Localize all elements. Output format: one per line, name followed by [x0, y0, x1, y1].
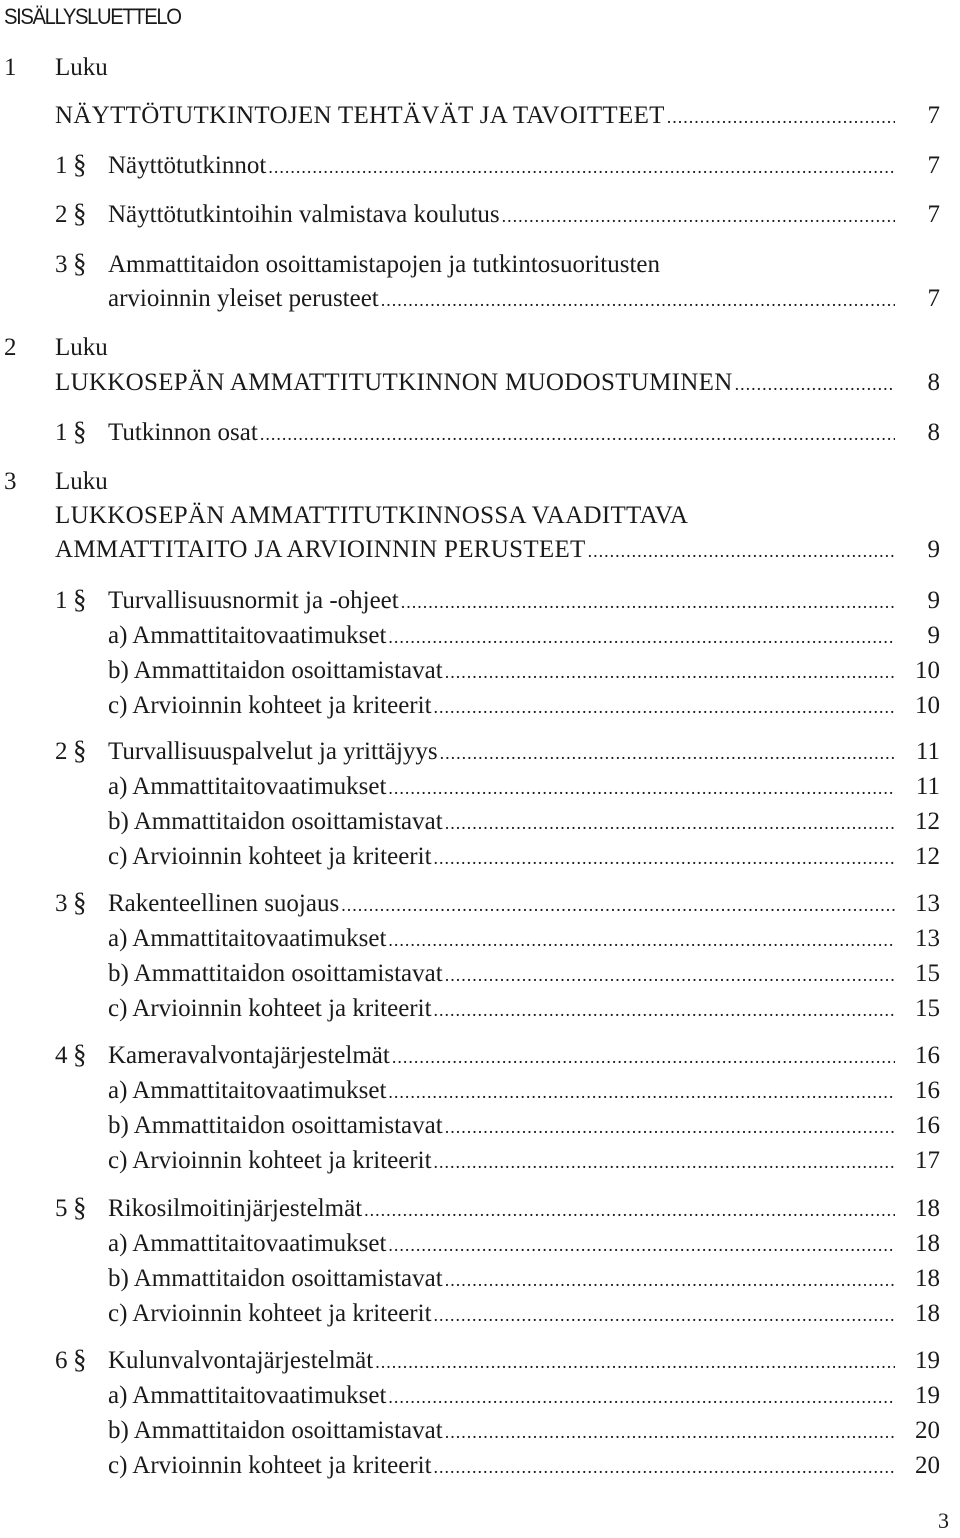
section-entry-text: Kameravalvontajärjestelmät [108, 1042, 390, 1069]
section-entry-page: 9 [927, 587, 940, 614]
chapter-title-page: 9 [927, 536, 940, 563]
section-symbol: § [73, 1192, 87, 1222]
section-number: 2 [55, 201, 68, 228]
section-entry [108, 1041, 895, 1072]
section-entry-text: Näyttötutkinnot [108, 152, 267, 179]
subsection-entry-text: b) Ammattitaidon osoittamistavat [108, 1265, 443, 1292]
leader-dots [381, 285, 895, 315]
section-entry [108, 889, 895, 920]
leader-dots [388, 1382, 895, 1412]
section-number: 4 [55, 1042, 68, 1069]
leader-dots [388, 925, 895, 955]
leader-dots [445, 960, 895, 990]
section-symbol: § [73, 416, 87, 446]
section-entry-text: Tutkinnon osat [108, 419, 258, 446]
subsection-entry-page: 17 [915, 1147, 940, 1174]
section-entry-page: 7 [927, 201, 940, 228]
section-number: 3 [55, 890, 68, 917]
subsection-entry [108, 1146, 895, 1177]
section-symbol: § [73, 1344, 87, 1374]
subsection-entry [108, 842, 895, 873]
subsection-entry-page: 11 [915, 773, 940, 800]
toc-title: SISÄLLYSLUETTELO [4, 4, 181, 29]
section-entry-text: Näyttötutkintoihin valmistava koulutus [108, 201, 500, 228]
section-entry-text: Rikosilmoitinjärjestelmät [108, 1195, 363, 1222]
section-entry [108, 284, 895, 315]
leader-dots [445, 1112, 895, 1142]
subsection-entry-text: b) Ammattitaidon osoittamistavat [108, 808, 443, 835]
section-entry-text: Kulunvalvontajärjestelmät [108, 1347, 374, 1374]
section-entry-text: arvioinnin yleiset perusteet [108, 285, 379, 312]
subsection-entry [108, 1299, 895, 1330]
subsection-entry [108, 1229, 895, 1260]
leader-dots [434, 692, 895, 722]
section-number: 3 [55, 251, 68, 278]
subsection-entry-text: a) Ammattitaitovaatimukset [108, 925, 387, 952]
leader-dots [440, 738, 895, 768]
section-entry-page: 16 [915, 1042, 940, 1069]
section-entry-page: 19 [915, 1347, 940, 1374]
section-entry-page: 18 [915, 1195, 940, 1222]
section-number: 1 [55, 419, 68, 446]
leader-dots [341, 890, 895, 920]
leader-dots [268, 152, 895, 182]
subsection-entry-text: a) Ammattitaitovaatimukset [108, 1077, 387, 1104]
section-entry [108, 151, 895, 182]
leader-dots [445, 1265, 895, 1295]
chapter-title [55, 101, 895, 132]
subsection-entry-page: 16 [915, 1077, 940, 1104]
chapter-title [55, 368, 895, 399]
subsection-entry-page: 20 [915, 1452, 940, 1479]
leader-dots [445, 808, 895, 838]
section-symbol: § [73, 735, 87, 765]
leader-dots [434, 843, 895, 873]
section-entry-page: 11 [915, 738, 940, 765]
section-title-line: Ammattitaidon osoittamistapojen ja tutkintosuoritusten [108, 251, 661, 278]
subsection-entry-text: b) Ammattitaidon osoittamistavat [108, 1112, 443, 1139]
section-entry [108, 200, 895, 231]
subsection-entry-page: 18 [915, 1230, 940, 1257]
chapter-number: 3 [4, 468, 17, 495]
section-number: 6 [55, 1347, 68, 1374]
subsection-entry-text: c) Arvioinnin kohteet ja kriteerit [108, 1452, 432, 1479]
section-entry-text: Rakenteellinen suojaus [108, 890, 340, 917]
section-symbol: § [73, 584, 87, 614]
leader-dots [434, 1147, 895, 1177]
subsection-entry [108, 807, 895, 838]
subsection-entry-text: a) Ammattitaitovaatimukset [108, 1230, 387, 1257]
leader-dots [434, 995, 895, 1025]
section-entry-page: 8 [927, 419, 940, 446]
leader-dots [401, 587, 895, 617]
section-number: 5 [55, 1195, 68, 1222]
subsection-entry-text: a) Ammattitaitovaatimukset [108, 773, 387, 800]
chapter-title-line: LUKKOSEPÄN AMMATTITUTKINNOSSA VAADITTAVA [55, 502, 689, 529]
leader-dots [375, 1347, 895, 1377]
section-symbol: § [73, 1039, 87, 1069]
subsection-entry-page: 18 [915, 1300, 940, 1327]
section-entry [108, 1346, 895, 1377]
subsection-entry-page: 18 [915, 1265, 940, 1292]
section-number: 1 [55, 152, 68, 179]
subsection-entry [108, 656, 895, 687]
subsection-entry-text: c) Arvioinnin kohteet ja kriteerit [108, 1147, 432, 1174]
section-entry [108, 737, 895, 768]
chapter-title-page: 8 [927, 369, 940, 396]
subsection-entry [108, 621, 895, 652]
subsection-entry [108, 1416, 895, 1447]
subsection-entry-page: 15 [915, 995, 940, 1022]
subsection-entry [108, 691, 895, 722]
subsection-entry-page: 12 [915, 808, 940, 835]
section-symbol: § [73, 149, 87, 179]
subsection-entry-text: c) Arvioinnin kohteet ja kriteerit [108, 995, 432, 1022]
subsection-entry [108, 1111, 895, 1142]
chapter-label: Luku [55, 54, 108, 81]
subsection-entry-text: b) Ammattitaidon osoittamistavat [108, 960, 443, 987]
subsection-entry [108, 959, 895, 990]
chapter-label: Luku [55, 468, 108, 495]
section-number: 1 [55, 587, 68, 614]
leader-dots [735, 369, 895, 399]
subsection-entry-text: a) Ammattitaitovaatimukset [108, 1382, 387, 1409]
section-entry [108, 586, 895, 617]
subsection-entry [108, 1451, 895, 1482]
leader-dots [502, 201, 895, 231]
subsection-entry [108, 1381, 895, 1412]
leader-dots [388, 1230, 895, 1260]
subsection-entry-text: b) Ammattitaidon osoittamistavat [108, 657, 443, 684]
leader-dots [667, 102, 895, 132]
subsection-entry-page: 19 [915, 1382, 940, 1409]
subsection-entry-page: 20 [915, 1417, 940, 1444]
chapter-number: 2 [4, 334, 17, 361]
chapter-title-text: NÄYTTÖTUTKINTOJEN TEHTÄVÄT JA TAVOITTEET [55, 102, 665, 129]
page-number: 3 [938, 1508, 949, 1533]
section-entry-text: Turvallisuuspalvelut ja yrittäjyys [108, 738, 438, 765]
leader-dots [364, 1195, 895, 1225]
subsection-entry-text: b) Ammattitaidon osoittamistavat [108, 1417, 443, 1444]
subsection-entry-page: 16 [915, 1112, 940, 1139]
subsection-entry-text: c) Arvioinnin kohteet ja kriteerit [108, 1300, 432, 1327]
section-entry-text: Turvallisuusnormit ja -ohjeet [108, 587, 399, 614]
section-number: 2 [55, 738, 68, 765]
section-entry-page: 7 [927, 285, 940, 312]
chapter-label: Luku [55, 334, 108, 361]
chapter-number: 1 [4, 54, 17, 81]
subsection-entry-page: 15 [915, 960, 940, 987]
section-symbol: § [73, 248, 87, 278]
section-symbol: § [73, 887, 87, 917]
leader-dots [445, 1417, 895, 1447]
subsection-entry-page: 13 [915, 925, 940, 952]
leader-dots [434, 1300, 895, 1330]
subsection-entry-page: 12 [915, 843, 940, 870]
leader-dots [388, 773, 895, 803]
leader-dots [260, 419, 895, 449]
chapter-title-text: LUKKOSEPÄN AMMATTITUTKINNON MUODOSTUMINEN [55, 369, 733, 396]
chapter-title-text: AMMATTITAITO JA ARVIOINNIN PERUSTEET [55, 536, 586, 563]
section-entry [108, 418, 895, 449]
leader-dots [388, 622, 895, 652]
subsection-entry-text: c) Arvioinnin kohteet ja kriteerit [108, 843, 432, 870]
chapter-title-page: 7 [927, 102, 940, 129]
subsection-entry-page: 9 [927, 622, 940, 649]
section-entry [108, 1194, 895, 1225]
chapter-title [55, 535, 895, 566]
subsection-entry-page: 10 [915, 692, 940, 719]
leader-dots [434, 1452, 895, 1482]
section-entry-page: 13 [915, 890, 940, 917]
subsection-entry-text: c) Arvioinnin kohteet ja kriteerit [108, 692, 432, 719]
leader-dots [588, 536, 895, 566]
leader-dots [388, 1077, 895, 1107]
leader-dots [445, 657, 895, 687]
subsection-entry [108, 1076, 895, 1107]
subsection-entry [108, 994, 895, 1025]
subsection-entry [108, 1264, 895, 1295]
section-symbol: § [73, 198, 87, 228]
subsection-entry [108, 772, 895, 803]
subsection-entry-text: a) Ammattitaitovaatimukset [108, 622, 387, 649]
section-entry-page: 7 [927, 152, 940, 179]
subsection-entry-page: 10 [915, 657, 940, 684]
subsection-entry [108, 924, 895, 955]
leader-dots [392, 1042, 895, 1072]
